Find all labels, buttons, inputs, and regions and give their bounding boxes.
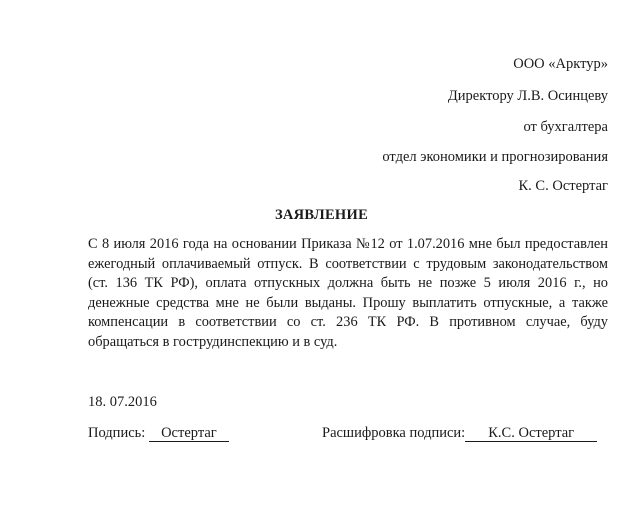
header-department: отдел экономики и прогнозирования	[382, 149, 608, 165]
signature-decode-label: Расшифровка подписи:	[322, 425, 466, 441]
header-addressee: Директору Л.В. Осинцеву	[447, 88, 608, 104]
header-company: ООО «Арктур»	[513, 56, 608, 72]
signature-value: Остертаг	[149, 425, 229, 442]
document-date: 18. 07.2016	[88, 394, 157, 410]
document-body: С 8 июля 2016 года на основании Приказа №12 от 1.07.2016 мне был предоставлен ежегодный оплачиваемый отпуск. В соответствии с трудовым законодательством (ст. 136 ТК РФ), оплата отпускных должна быть не позже 5 июля 2016 г., но денежные средства мне не были выданы. Прошу выплатить отпускные, а также компенсации в соответствии со ст. 236 ТК РФ. В противном случае, буду обращаться в гострудинспекцию и в суд.	[88, 236, 608, 350]
signature-block	[88, 424, 229, 442]
signature-decode-value: К.С. Остертаг	[465, 425, 597, 442]
header-from: от бухгалтера	[523, 119, 608, 135]
header-sender-name: К. С. Остертаг	[518, 178, 608, 194]
document-title: ЗАЯВЛЕНИЕ	[274, 207, 369, 223]
signature-decode-block	[322, 424, 597, 442]
signature-label: Подпись:	[88, 425, 146, 441]
